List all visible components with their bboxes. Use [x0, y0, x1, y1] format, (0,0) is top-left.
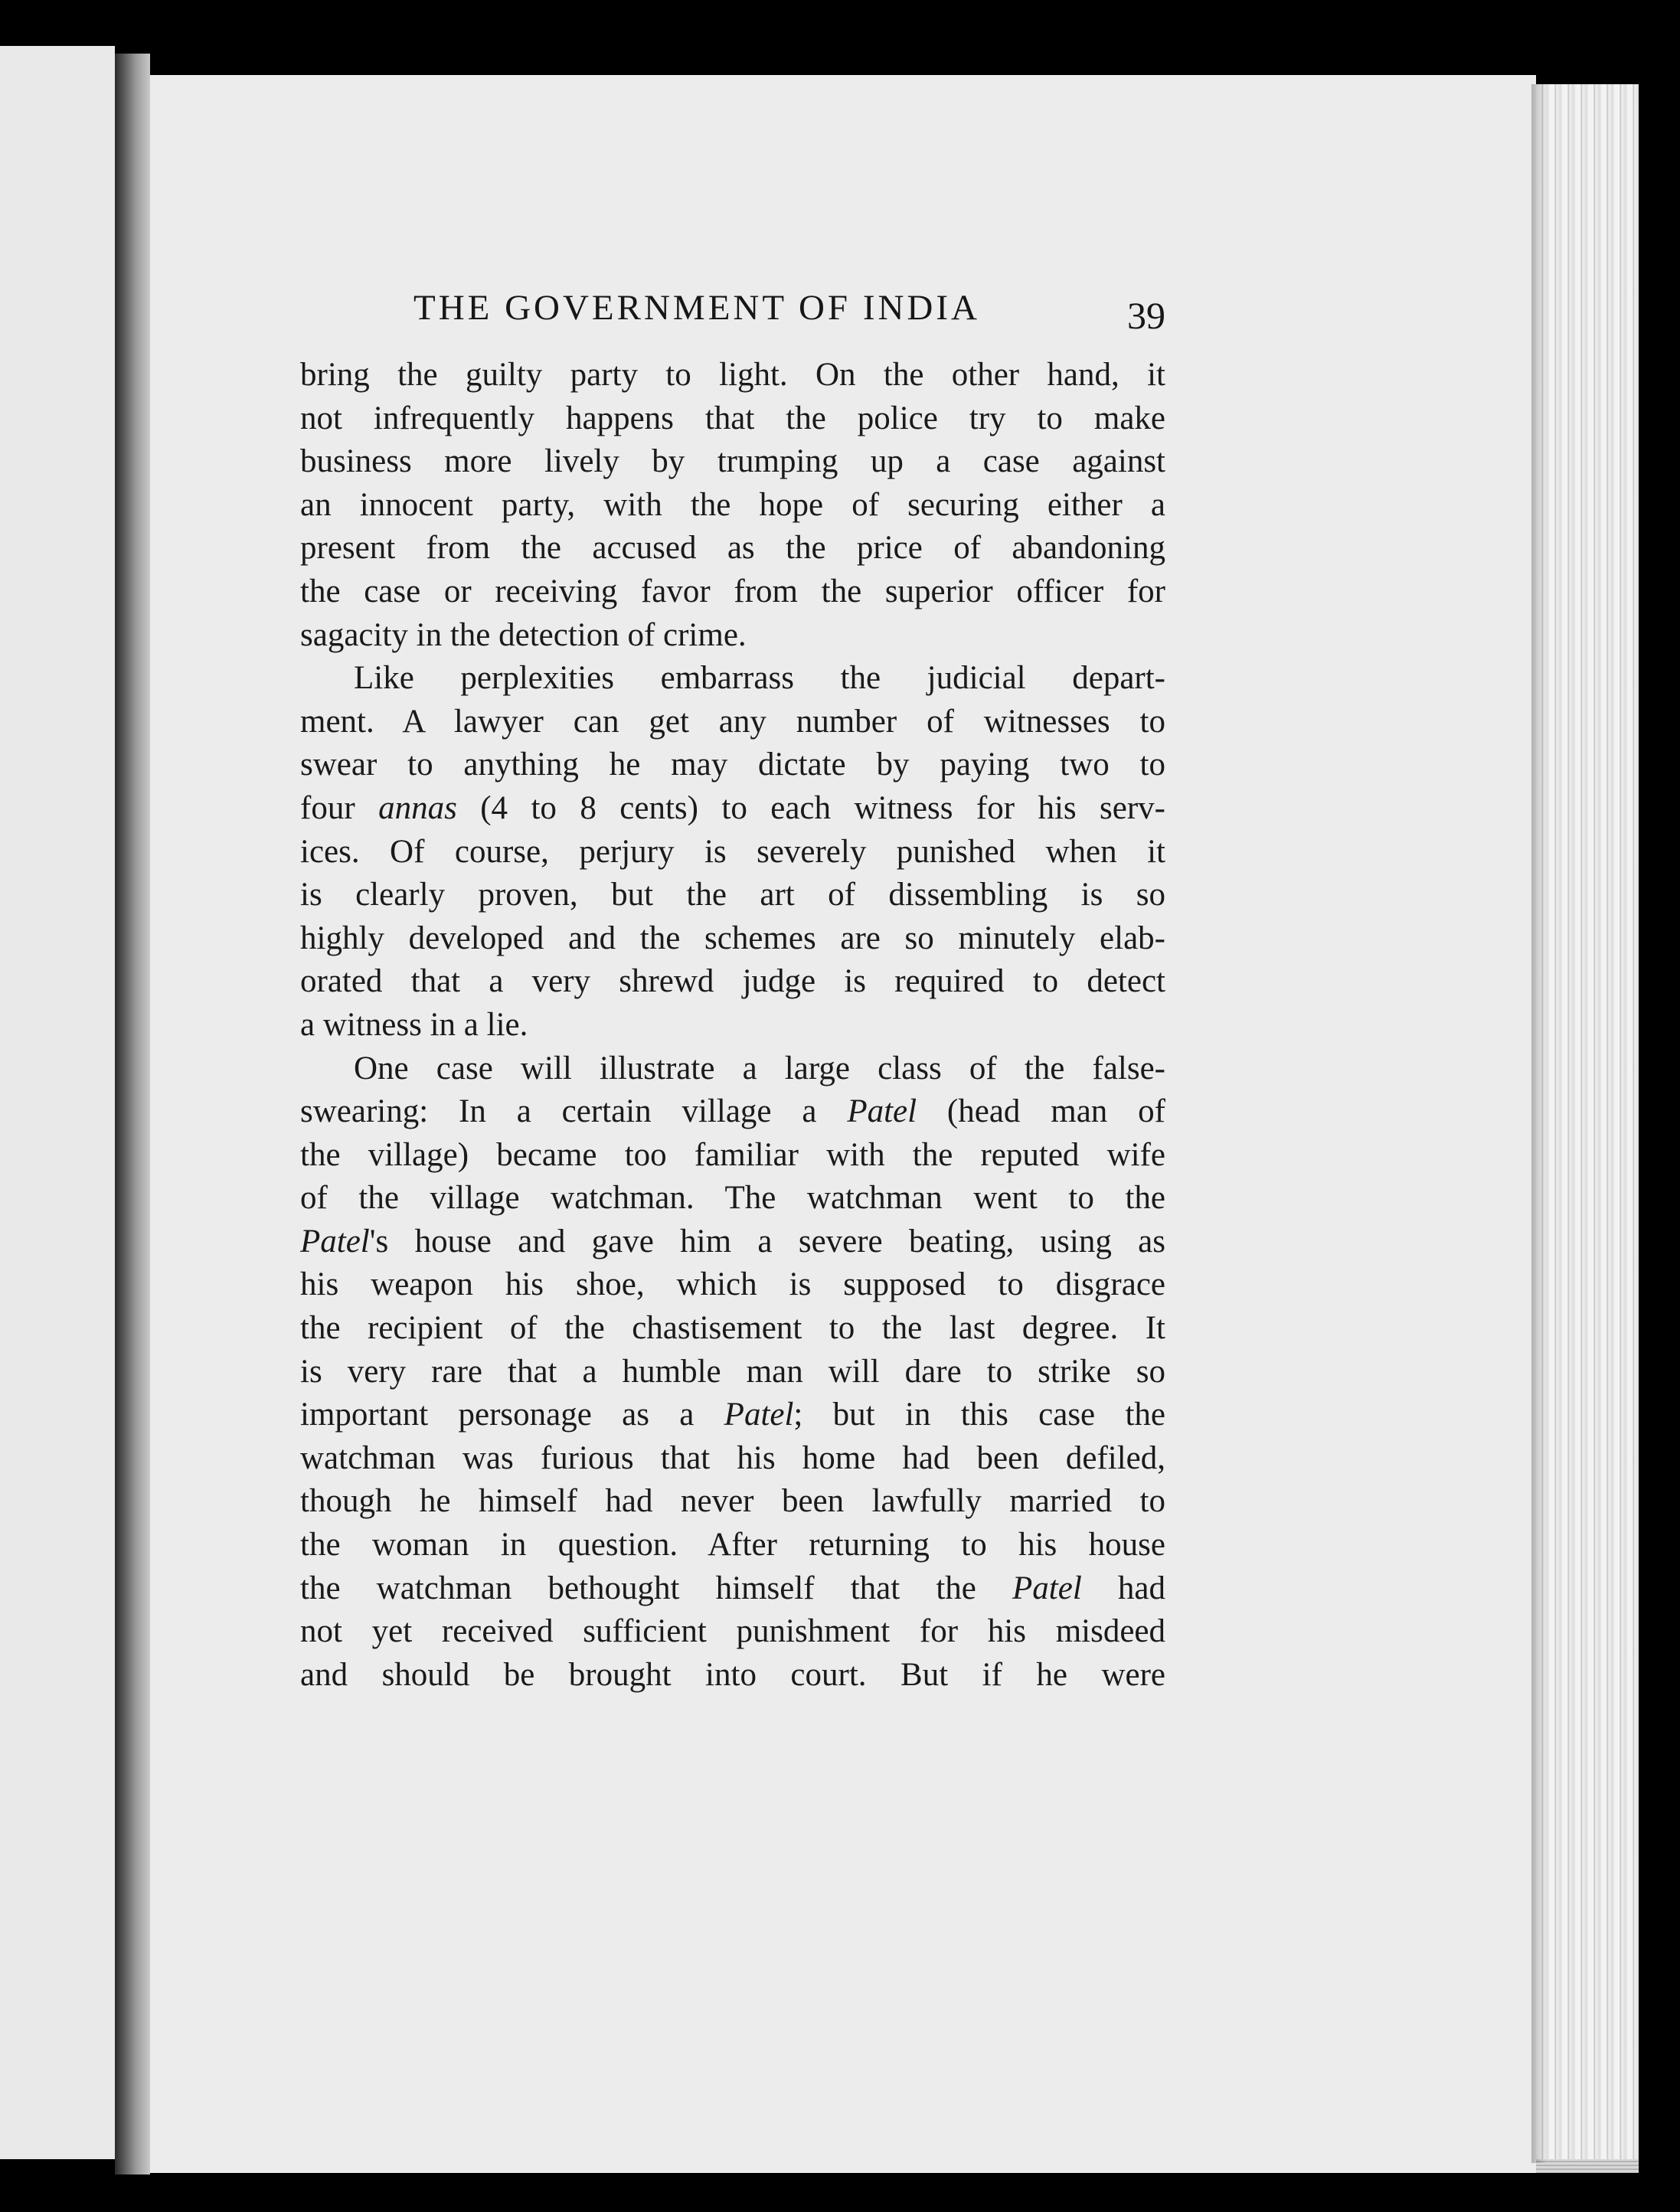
text-line: the woman in question. After returning to his house — [300, 1527, 1165, 1563]
text-line: present from the accused as the price of abandoning — [300, 530, 1165, 567]
text-line: his weapon his shoe, which is supposed to disgrace — [300, 1266, 1165, 1303]
text-line: not infrequently happens that the police try to make — [300, 400, 1165, 436]
text-line: is very rare that a humble man will dare to strike so — [300, 1353, 1165, 1390]
text-line: ices. Of course, perjury is severely punished when it — [300, 833, 1165, 870]
text-line: Like perplexities embarrass the judicial depart- — [354, 660, 1165, 697]
text-line: not yet received sufficient punishment for his misdeed — [300, 1613, 1165, 1650]
text-line: swear to anything he may dictate by paying two to — [300, 747, 1165, 783]
text-line: bring the guilty party to light. On the other hand, it — [300, 357, 1165, 393]
text-line: highly developed and the schemes are so minutely elab- — [300, 920, 1165, 956]
facing-page-edge — [0, 46, 115, 2159]
italic-word: Patel — [1012, 1570, 1082, 1606]
running-title: THE GOVERNMENT OF INDIA — [413, 288, 980, 328]
text-line: is clearly proven, but the art of dissembling is so — [300, 877, 1165, 913]
text-line: ment. A lawyer can get any number of witnesses to — [300, 703, 1165, 740]
text-line: watchman was furious that his home had been defiled, — [300, 1439, 1165, 1476]
italic-word: Patel — [724, 1397, 794, 1433]
book-gutter — [115, 54, 150, 2174]
text-line: important personage as a Patel; but in this case the — [300, 1397, 1165, 1433]
text-line: sagacity in the detection of crime. — [300, 616, 747, 653]
body-text — [300, 354, 1165, 1763]
text-line: an innocent party, with the hope of securing either a — [300, 486, 1165, 523]
running-head — [413, 287, 1179, 341]
text-line: of the village watchman. The watchman went to the — [300, 1180, 1165, 1217]
text-line: swearing: In a certain village a Patel (head man of — [300, 1093, 1165, 1130]
page-number: 39 — [1127, 294, 1165, 337]
text-line: Patel's house and gave him a severe beating, using as — [300, 1223, 1165, 1260]
text-line: the recipient of the chastisement to the last degree. It — [300, 1310, 1165, 1347]
text-line: the case or receiving favor from the superior officer for — [300, 573, 1165, 609]
text-line: the village) became too familiar with the reputed wife — [300, 1136, 1165, 1173]
italic-word: annas — [378, 789, 457, 826]
paragraph-1 — [300, 354, 1165, 657]
text-line: business more lively by trumping up a case against — [300, 443, 1165, 480]
text-line: the watchman bethought himself that the Patel had — [300, 1570, 1165, 1606]
text-line: four annas (4 to 8 cents) to each witness for his serv- — [300, 789, 1165, 826]
italic-word: Patel — [847, 1093, 917, 1130]
paragraph-3 — [300, 1047, 1165, 1697]
text-line: and should be brought into court. But if he were — [300, 1656, 1165, 1693]
text-line: a witness in a lie. — [300, 1006, 528, 1043]
italic-word: Patel — [300, 1223, 370, 1260]
paragraph-2 — [300, 657, 1165, 1047]
text-line: though he himself had never been lawfully married to — [300, 1483, 1165, 1520]
text-line: orated that a very shrewd judge is required to detect — [300, 963, 1165, 1000]
text-line: One case will illustrate a large class of the false- — [354, 1050, 1165, 1086]
fore-edge-shadow — [1531, 84, 1547, 2163]
